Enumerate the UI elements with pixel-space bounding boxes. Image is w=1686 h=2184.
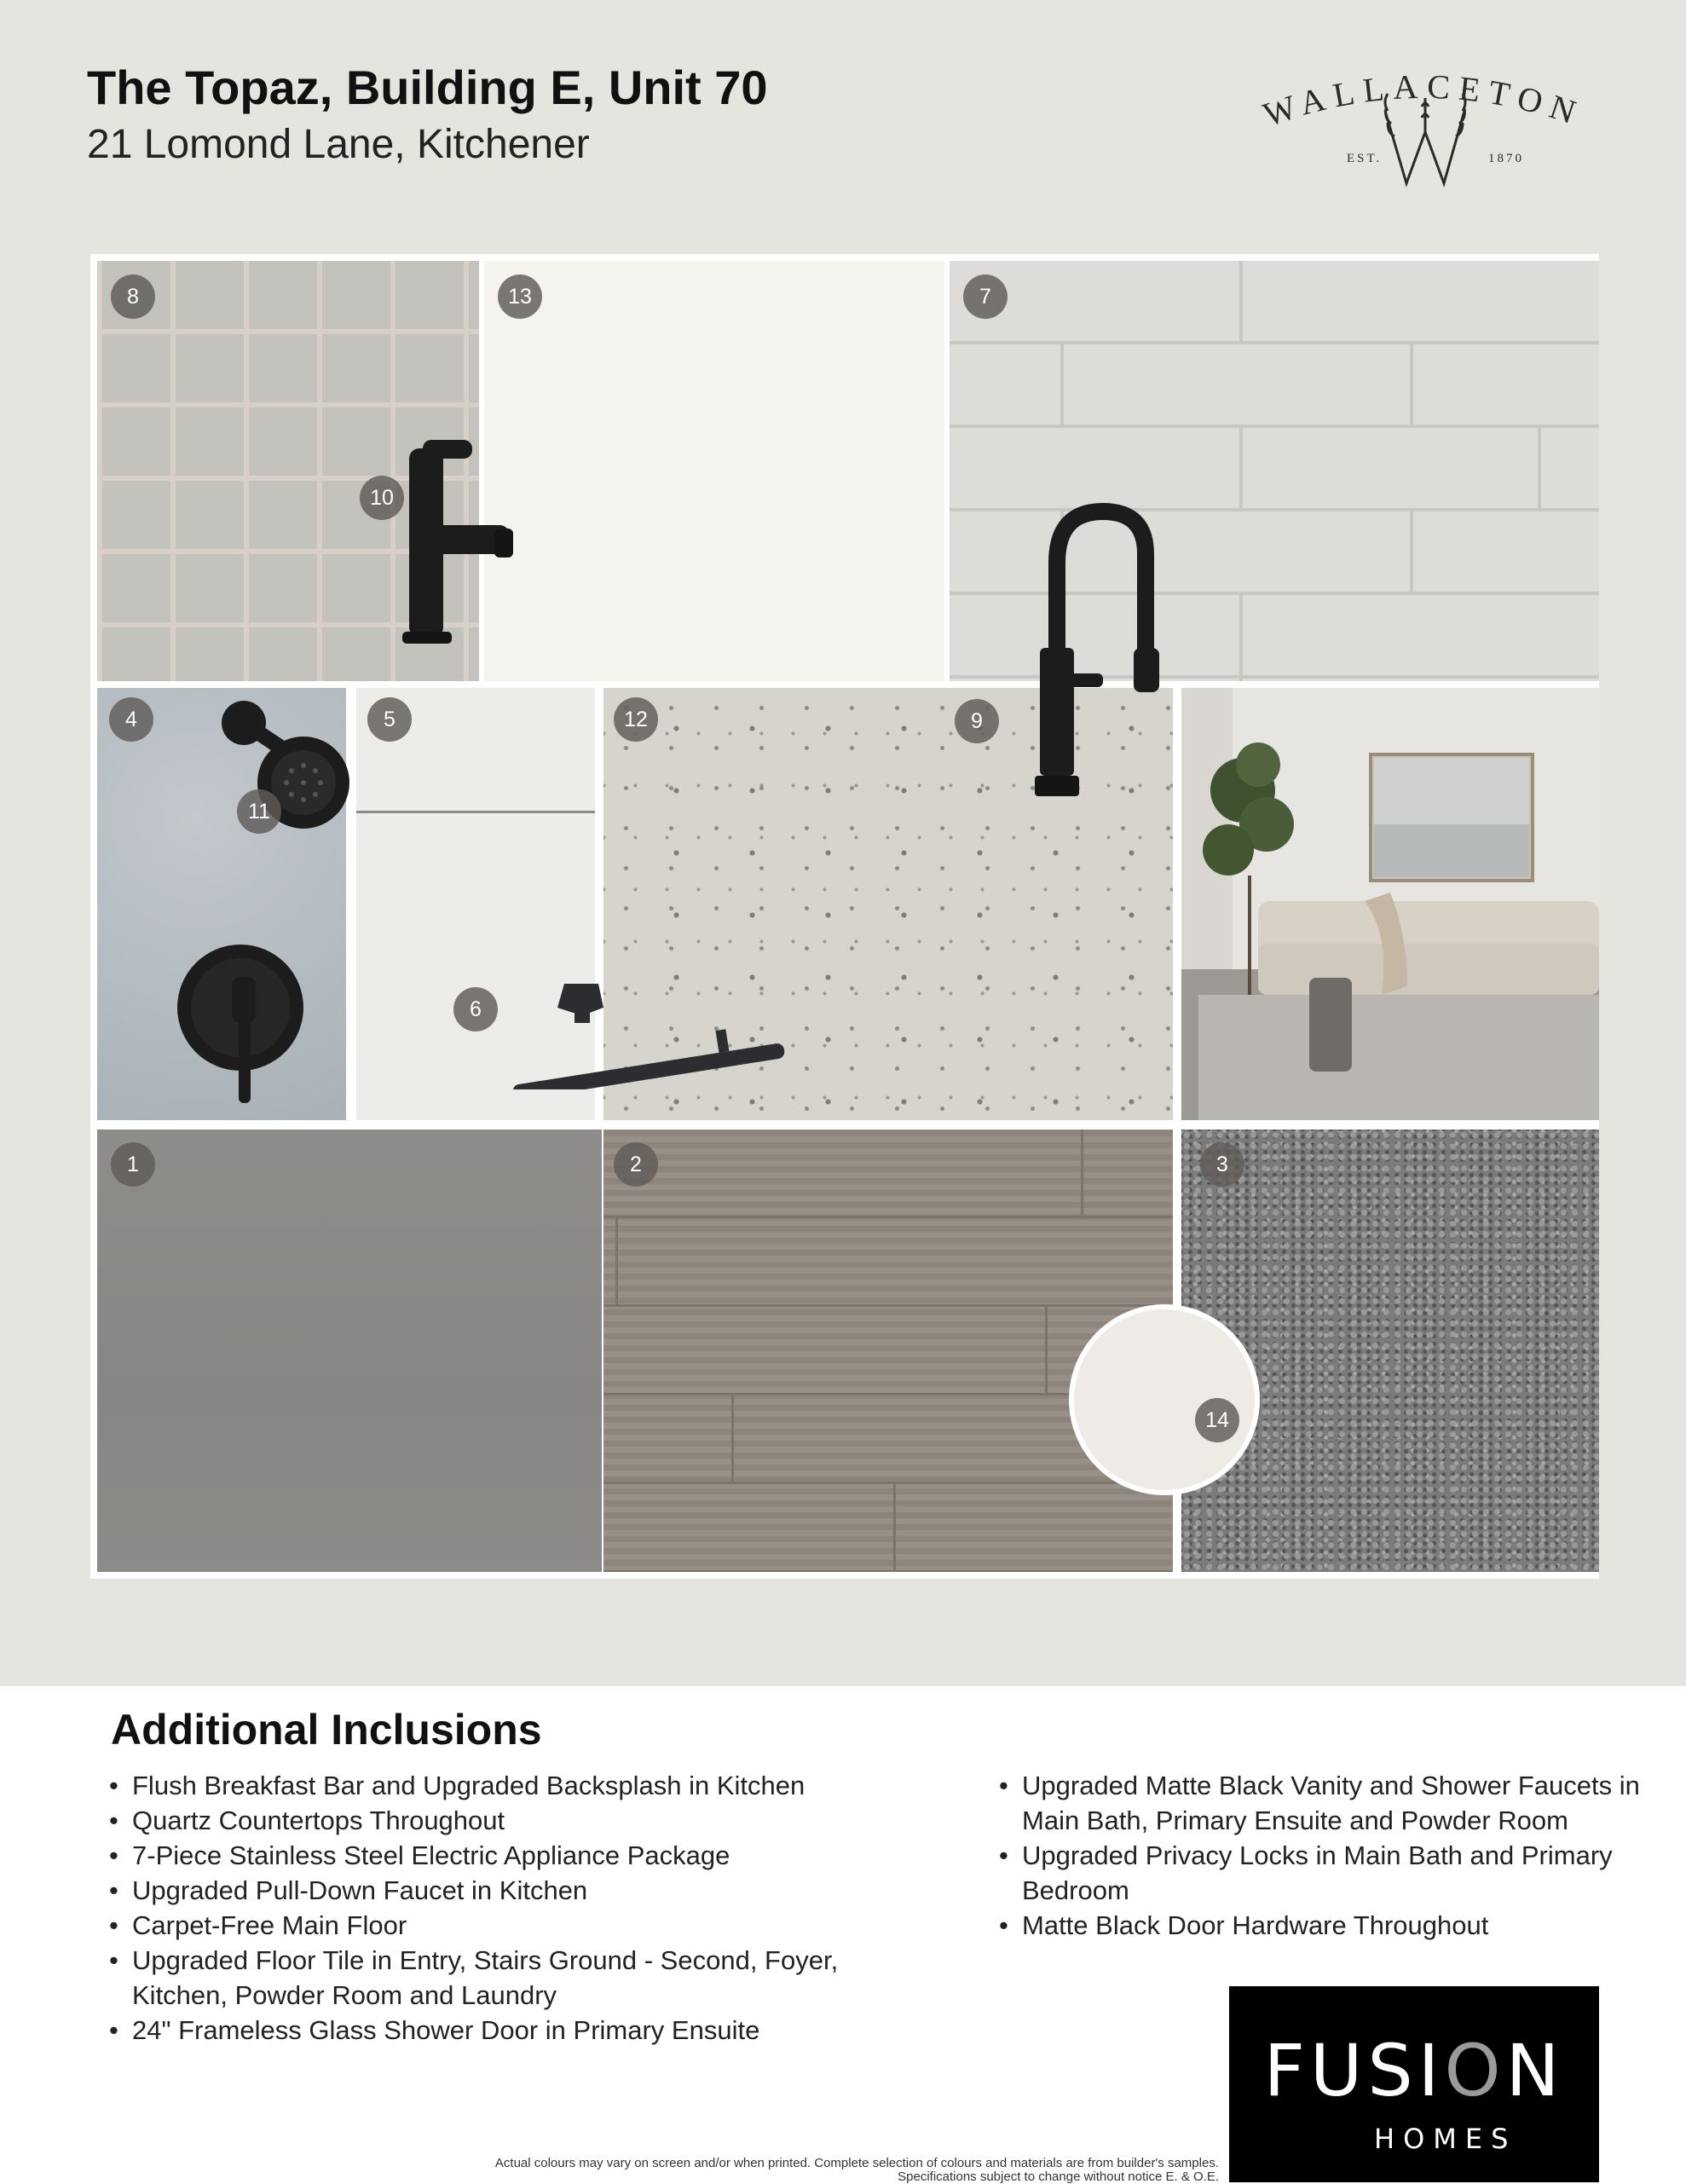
inclusion-item: • Flush Breakfast Bar and Upgraded Backsplash in Kitchen: [111, 1768, 929, 1803]
logo-est: EST.: [1347, 152, 1383, 165]
inclusion-item: • Matte Black Door Hardware Throughout: [1001, 1908, 1666, 1943]
badge-9: 9: [955, 699, 999, 743]
inclusion-item: • 7-Piece Stainless Steel Electric Appliance Package: [111, 1838, 929, 1873]
page-title: The Topaz, Building E, Unit 70: [87, 61, 768, 114]
inclusion-item: • Upgraded Floor Tile in Entry, Stairs Ground - Second, Foyer, Kitchen, Powder Room and Laundry: [111, 1943, 929, 2013]
inclusion-item: • Quartz Countertops Throughout: [111, 1803, 929, 1838]
inclusions-list-right: [1001, 1768, 1666, 1943]
badge-1: 1: [111, 1142, 155, 1187]
inclusion-item: • 24" Frameless Glass Shower Door in Primary Ensuite: [111, 2013, 929, 2048]
inclusions-list-left: [111, 1768, 929, 2048]
fusion-wordmark: FUSION: [1263, 2029, 1565, 2112]
badge-13: 13: [498, 274, 542, 319]
fusion-homes-logo: [1229, 1986, 1599, 2182]
badge-7: 7: [963, 274, 1008, 319]
badge-11: 11: [237, 789, 281, 834]
disclaimer-line-1: Actual colours may vary on screen and/or when printed. Complete selection of colours and materials are from builder's samples.: [494, 2156, 1219, 2170]
badge-10: 10: [360, 476, 404, 520]
inclusion-item: • Carpet-Free Main Floor: [111, 1908, 929, 1943]
logo-year: 1870: [1488, 152, 1524, 165]
badge-14: 14: [1195, 1398, 1239, 1442]
badge-3: 3: [1200, 1142, 1244, 1187]
badge-12: 12: [614, 697, 658, 742]
disclaimer-line-2: Specifications subject to change without notice E. & O.E.: [898, 2170, 1219, 2184]
living-room-photo: [1181, 688, 1599, 1120]
shower-valve-trim-icon: [172, 941, 317, 1103]
material-board: [90, 254, 1599, 1579]
logo-wordmark: WALLACETON: [1258, 66, 1589, 135]
badge-6: 6: [453, 987, 498, 1031]
wheat-w-icon: [1385, 94, 1465, 183]
badge-4: 4: [109, 697, 153, 742]
inclusion-item: • Upgraded Matte Black Vanity and Shower Faucets in Main Bath, Primary Ensuite and Powder Room: [1001, 1768, 1666, 1838]
cabinet-hardware-icon: [508, 979, 789, 1089]
badge-8: 8: [111, 274, 155, 319]
badge-2: 2: [614, 1142, 658, 1187]
page-subtitle-address: 21 Lomond Lane, Kitchener: [87, 122, 590, 167]
tile-13-white-quartz: [484, 261, 944, 681]
badge-5: 5: [367, 697, 412, 742]
inclusions-heading: Additional Inclusions: [111, 1706, 542, 1754]
swatch-14-paint-colour: [1069, 1304, 1260, 1495]
inclusion-item: • Upgraded Privacy Locks in Main Bath and Primary Bedroom: [1001, 1838, 1666, 1908]
bathroom-faucet-icon: [397, 440, 525, 644]
fusion-subtext: HOMES: [1374, 2123, 1517, 2155]
kitchen-pull-down-faucet-icon: [1018, 494, 1197, 813]
living-room-illustration: [1181, 688, 1599, 1120]
tile-1-grey-floor-tile: [97, 1130, 602, 1572]
inclusion-item: • Upgraded Pull-Down Faucet in Kitchen: [111, 1873, 929, 1908]
wallaceton-logo: [1244, 51, 1602, 196]
